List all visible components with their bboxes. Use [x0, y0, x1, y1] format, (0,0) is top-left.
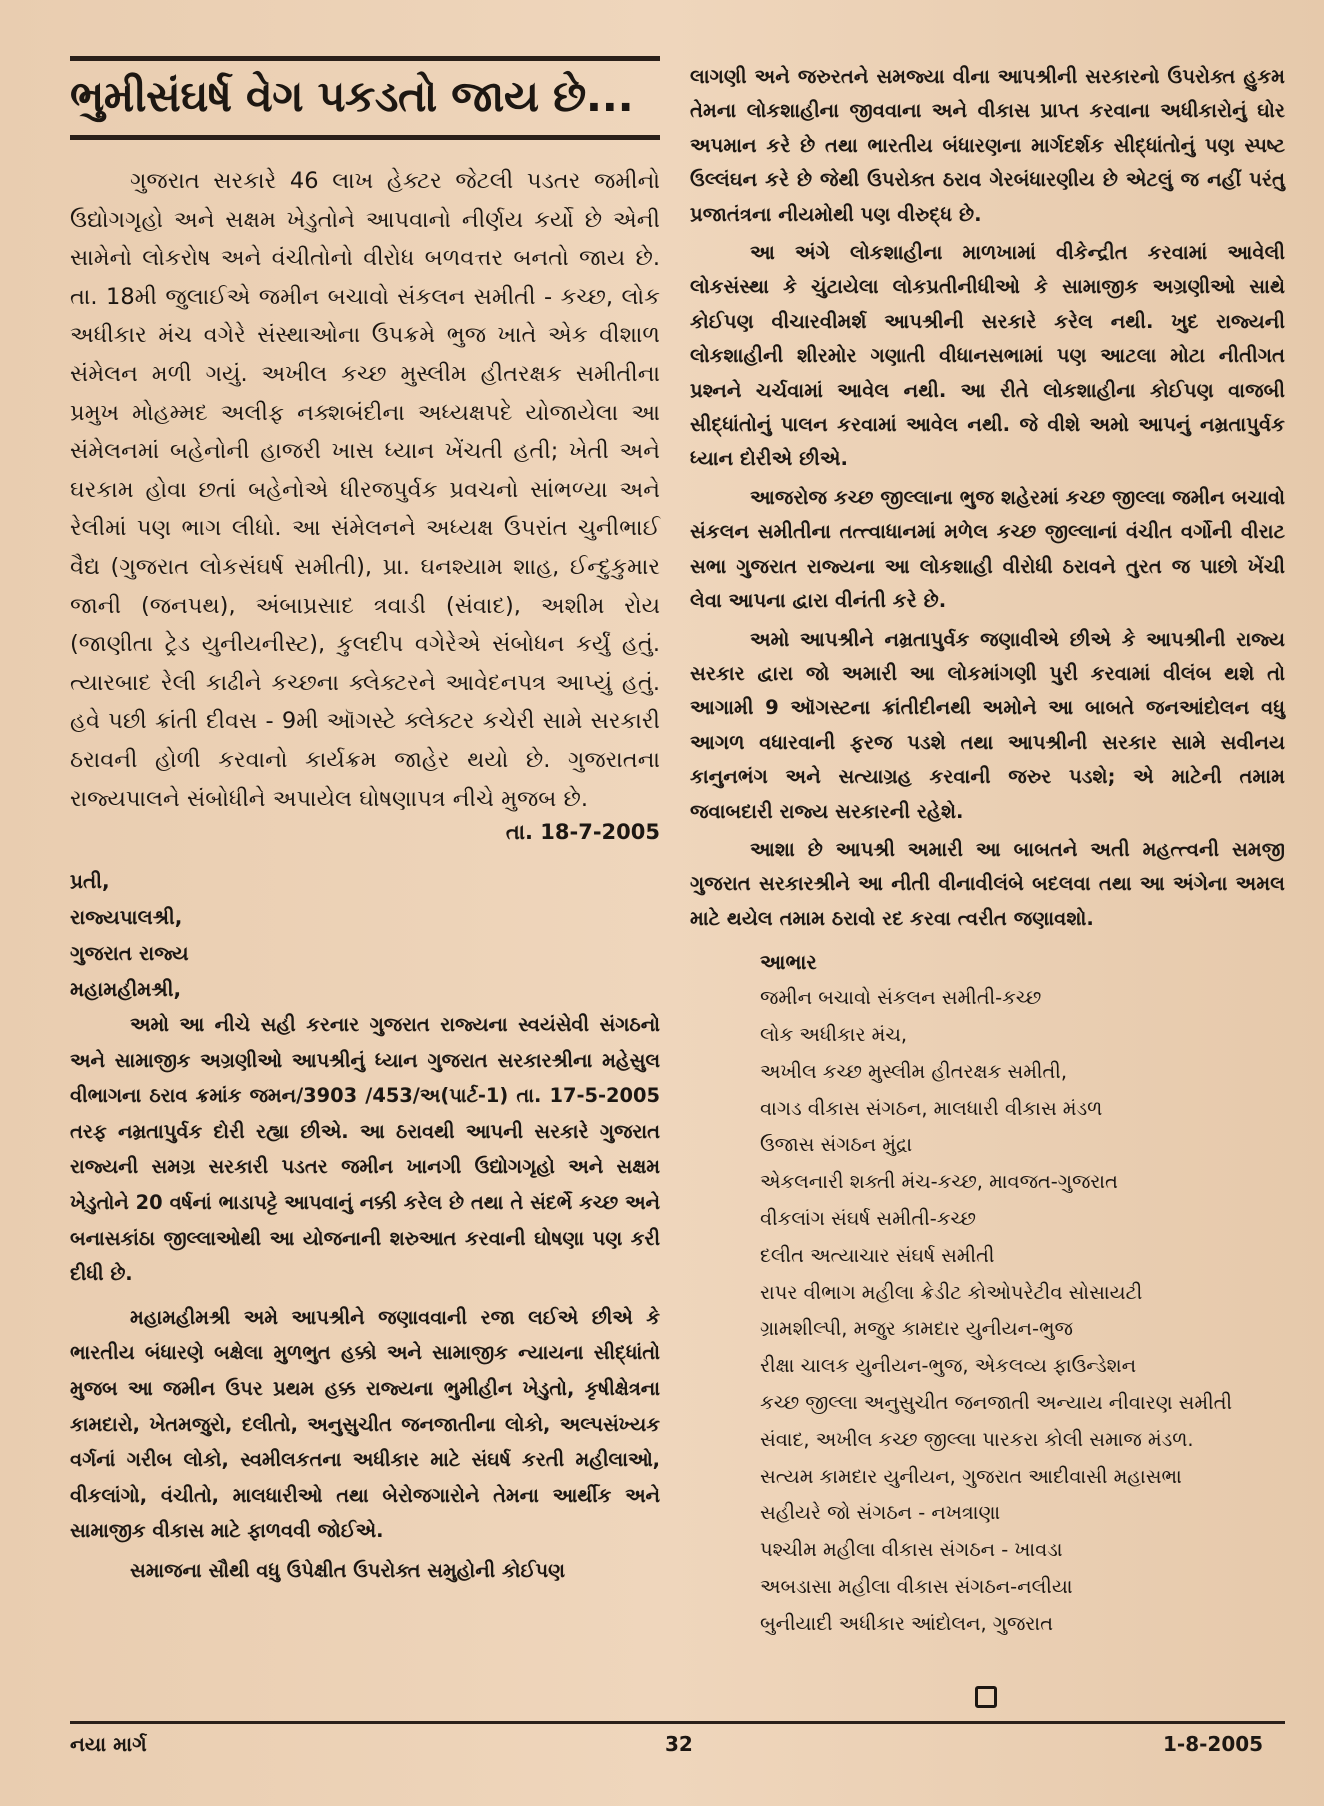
- signatories-block: [760, 944, 1285, 1642]
- organization-name: વીકલાંગ સંઘર્ષ સમીતી-કચ્છ: [760, 1206, 976, 1230]
- organization-name: અખીલ કચ્છ મુસ્લીમ હીતરક્ષક સમીતી,: [760, 1059, 1067, 1083]
- organization-name: સંવાદ, અખીલ કચ્છ જીલ્લા પારકરા કોલી સમાજ મંડળ.: [760, 1427, 1194, 1451]
- headline-bottom-rule: [70, 135, 660, 140]
- page-number: 32: [665, 1732, 693, 1756]
- letter-paragraph: અમો આપશ્રીને નમ્રતાપુર્વક જણાવીએ છીએ કે આપશ્રીની રાજ્ય સરકાર દ્વારા જો અમારી આ લોકમાંગણી પુરી કરવામાં વીલંબ થશે તો આગામી 9 ઑગસ્ટના ક્રાંતીદીનથી અમોને આ બાબતે જનઆંદોલન વધુ આગળ વધારવાની ફરજ પડશે તથા આપશ્રીની સરકાર સામે સવીનય કાનુનભંગ અને સત્યાગ્રહ કરવાની જરુર પડશે; એ માટેની તમામ જવાબદારી રાજ્ય સરકારની રહેશે.: [690, 627, 1285, 823]
- letter-paragraph: આ અંગે લોકશાહીના માળખામાં વીકેન્દ્રીત કરવામાં આવેલી લોકસંસ્થા કે ચુંટાયેલા લોકપ્રતીનીધીઓ કે સામાજીક અગ્રણીઓ સાથે કોઈપણ વીચારવીમર્શ આપશ્રીની સરકારે કરેલ નથી. ખુદ રાજ્યની લોકશાહીની શીરમોર ગણાતી વીધાનસભામાં પણ આટલા મોટા નીતીગત પ્રશ્નને ચર્ચવામાં આવેલ નથી. આ રીતે લોકશાહીના કોઈપણ વાજબી સીદ્ધાંતોનું પાલન કરવામાં આવેલ નથી. જે વીશે અમો આપનું નમ્રતાપુર્વક ધ્યાન દોરીએ છીએ.: [690, 241, 1285, 471]
- intro-paragraph: ગુજરાત સરકારે 46 લાખ હેક્ટર જેટલી પડતર જમીનો ઉદ્યોગગૃહો અને સક્ષમ ખેડુતોને આપવાનો નીર્ણય કર્યો છે એની સામેનો લોકરોષ અને વંચીતોનો વીરોધ બળવત્તર બનતો જાય છે. તા. 18મી જુલાઈએ જમીન બચાવો સંકલન સમીતી - કચ્છ, લોક અધીકાર મંચ વગેરે સંસ્થાઓના ઉપક્રમે ભુજ ખાતે એક વીશાળ સંમેલન મળી ગયું. અખીલ કચ્છ મુસ્લીમ હીતરક્ષક સમીતીના પ્રમુખ મોહમ્મદ અલીફ નક્શબંદીના અધ્યક્ષપદે યોજાયેલા આ સંમેલનમાં બહેનોની હાજરી ખાસ ધ્યાન ખેંચતી હતી; ખેતી અને ઘરકામ હોવા છતાં બહેનોએ ધીરજપુર્વક પ્રવચનો સાંભળ્યા અને રેલીમાં પણ ભાગ લીધો. આ સંમેલનને અધ્યક્ષ ઉપરાંત ચુનીભાઈ વૈદ્ય (ગુજરાત લોકસંઘર્ષ સમીતી), પ્રા. ઘનશ્યામ શાહ, ઈન્દુકુમાર જાની (જનપથ), અંબાપ્રસાદ ત્રવાડી (સંવાદ), અશીમ રોય (જાણીતા ટ્રેડ યુનીયનીસ્ટ), કુલદીપ વગેરેએ સંબોધન કર્યું હતું. ત્યારબાદ રેલી કાઢીને કચ્છના ક્લેક્ટરને આવેદનપત્ર આપ્યું હતું. હવે પછી ક્રાંતી દીવસ - 9મી ઑગસ્ટે ક્લેક્ટર કચેરી સામે સરકારી ઠરાવની હોળી કરવાનો કાર્યક્રમ જાહેર થયો છે. ગુજરાતના રાજ્યપાલને સંબોધીને અપાયેલ ઘોષણાપત્ર નીચે મુજબ છે.: [70, 168, 660, 812]
- organization-name: સત્યમ કામદાર યુનીયન, ગુજરાત આદીવાસી મહાસભા: [760, 1464, 1182, 1488]
- end-of-article-box-icon: [975, 1686, 997, 1708]
- right-column: [690, 60, 1285, 1643]
- thanks-heading: આભાર: [760, 950, 817, 975]
- address-line: પ્રતી,: [70, 869, 110, 894]
- letter-paragraph: લાગણી અને જરુરતને સમજ્યા વીના આપશ્રીની સરકારનો ઉપરોક્ત હુકમ તેમના લોકશાહીના જીવવાના અને વીકાસ પ્રાપ્ત કરવાના અધીકારોનું ઘોર અપમાન કરે છે તથા ભારતીય બંધારણના માર્ગદર્શક સીદ્ધાંતોનું પણ સ્પષ્ટ ઉલ્લંઘન કરે છે જેથી ઉપરોક્ત ઠરાવ ગેરબંધારણીય છે એટલું જ નહીં પરંતુ પ્રજાતંત્રના નીયમોથી પણ વીરુદ્ધ છે.: [690, 65, 1285, 226]
- address-line: ગુજરાત રાજ્ય: [70, 941, 189, 966]
- letter-date: તા. 18-7-2005: [505, 820, 660, 845]
- left-column: [70, 56, 660, 1589]
- letter-paragraph: આશા છે આપશ્રી અમારી આ બાબતને અતી મહત્ત્વની સમજી ગુજરાત સરકારશ્રીને આ નીતી વીનાવીલંબે બદલવા તથા આ અંગેના અમલ માટે થયેલ તમામ ઠરાવો રદ કરવા ત્વરીત જણાવશો.: [690, 837, 1285, 930]
- organization-name: ઉજાસ સંગઠન મુંદ્રા: [760, 1133, 913, 1157]
- organization-name: સહીયરે જો સંગઠન - નખત્રાણા: [760, 1501, 1001, 1525]
- organization-name: બુનીયાદી અધીકાર આંદોલન, ગુજરાત: [760, 1611, 1053, 1635]
- letter-paragraph: અમો આ નીચે સહી કરનાર ગુજરાત રાજ્યના સ્વયંસેવી સંગઠનો અને સામાજીક અગ્રણીઓ આપશ્રીનું ધ્યાન ગુજરાત સરકારશ્રીના મહેસુલ વીભાગના ઠરાવ ક્રમાંક જમન/3903 /453/અ(પાર્ટ-1) તા. 17-5-2005 તરફ નમ્રતાપુર્વક દોરી રહ્યા છીએ. આ ઠરાવથી આપની સરકારે ગુજરાત રાજ્યની સમગ્ર સરકારી પડતર જમીન ખાનગી ઉદ્યોગગૃહો અને સક્ષમ ખેડુતોને 20 વર્ષનાં ભાડાપટ્ટે આપવાનું નક્કી કરેલ છે તથા તે સંદર્ભે કચ્છ અને બનાસકાંઠા જીલ્લાઓથી આ યોજનાની શરુઆત કરવાની ઘોષણા પણ કરી દીધી છે.: [70, 1013, 660, 1286]
- article-headline: ભુમીસંઘર્ષ વેગ પકડતો જાય છે...: [70, 72, 634, 122]
- publication-name: નયા માર્ગ: [70, 1732, 147, 1756]
- issue-date: 1-8-2005: [1163, 1732, 1264, 1756]
- organization-name: કચ્છ જીલ્લા અનુસુચીત જનજાતી અન્યાય નીવારણ સમીતી: [760, 1390, 1233, 1414]
- organization-name: રીક્ષા ચાલક યુનીયન-ભુજ, એકલવ્ય ફાઉન્ડેશન: [760, 1354, 1137, 1378]
- letter-paragraph: મહામહીમશ્રી અમે આપશ્રીને જણાવવાની રજા લઈએ છીએ કે ભારતીય બંધારણે બક્ષેલા મુળભુત હક્કો અને સામાજીક ન્યાયના સીદ્ધાંતો મુજબ આ જમીન ઉપર પ્રથમ હક્ક રાજ્યના ભુમીહીન ખેડુતો, કૃષીક્ષેત્રના કામદારો, ખેતમજુરો, દલીતો, અનુસુચીત જનજાતીના લોકો, અલ્પસંખ્યક વર્ગનાં ગરીબ લોકો, સ્વમીલકતના અધીકાર માટે સંઘર્ષ કરતી મહીલાઓ, વીકલાંગો, વંચીતો, માલધારીઓ તથા બેરોજગારોને તેમના આર્થીક અને સામાજીક વીકાસ માટે ફાળવવી જોઈએ.: [70, 1305, 660, 1543]
- footer-rule: [70, 1721, 1285, 1724]
- address-line: રાજ્યપાલશ્રી,: [70, 905, 183, 930]
- address-block: [70, 863, 660, 1007]
- organization-name: દલીત અત્યાચાર સંઘર્ષ સમીતી: [760, 1243, 995, 1267]
- intro-section: [70, 162, 660, 818]
- organization-name: રાપર વીભાગ મહીલા ક્રેડીટ કોઓપરેટીવ સોસાયટી: [760, 1280, 1143, 1304]
- organization-name: અબડાસા મહીલા વીકાસ સંગઠન-નલીયા: [760, 1574, 1073, 1598]
- letter-paragraph: સમાજના સૌથી વધુ ઉપેક્ષીત ઉપરોક્ત સમુહોની કોઈપણ: [130, 1559, 565, 1582]
- headline-top-rule: [70, 56, 660, 61]
- organization-name: એકલનારી શક્તી મંચ-કચ્છ, માવજત-ગુજરાત: [760, 1170, 1118, 1194]
- organization-name: ગ્રામશીલ્પી, મજુર કામદાર યુનીયન-ભુજ: [760, 1317, 1073, 1341]
- address-line: મહામહીમશ્રી,: [70, 977, 182, 1002]
- organization-name: પશ્ચીમ મહીલા વીકાસ સંગઠન - ખાવડા: [760, 1538, 1063, 1562]
- organization-name: લોક અધીકાર મંચ,: [760, 1022, 907, 1046]
- letter-paragraph: આજરોજ કચ્છ જીલ્લાના ભુજ શહેરમાં કચ્છ જીલ્લા જમીન બચાવો સંકલન સમીતીના તત્ત્વાધાનમાં મળેલ કચ્છ જીલ્લાનાં વંચીત વર્ગોની વીરાટ સભા ગુજરાત રાજ્યના આ લોકશાહી વીરોધી ઠરાવને તુરત જ પાછો ખેંચી લેવા આપના દ્વારા વીનંતી કરે છે.: [690, 485, 1285, 613]
- organization-name: જમીન બચાવો સંકલન સમીતી-કચ્છ: [760, 986, 1042, 1010]
- organization-name: વાગડ વીકાસ સંગઠન, માલધારી વીકાસ મંડળ: [760, 1096, 1103, 1120]
